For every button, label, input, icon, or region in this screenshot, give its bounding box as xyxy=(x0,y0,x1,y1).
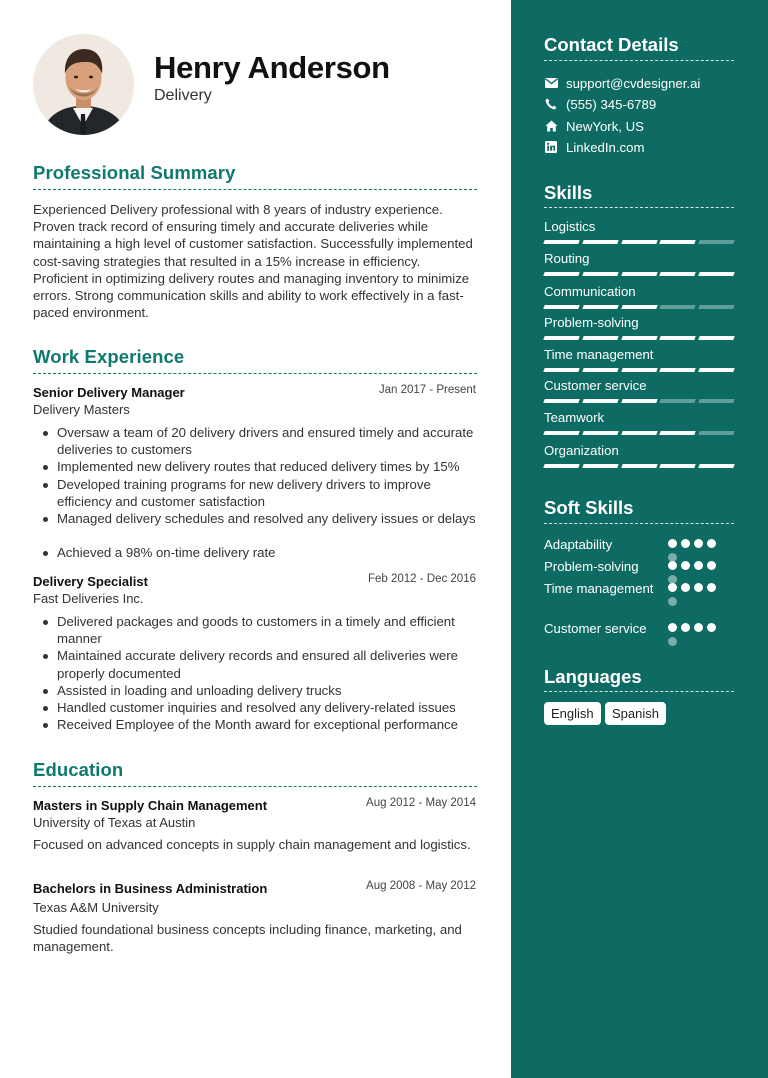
degree-title: Masters in Supply Chain Management xyxy=(33,798,268,813)
skill-level-segment xyxy=(582,464,618,468)
list-item: Maintained accurate delivery records and ensured all deliveries were properly documented xyxy=(33,647,477,681)
soft-skill-name: Time management xyxy=(544,581,654,596)
skill-name: Problem-solving xyxy=(544,315,639,330)
skill-level-segment xyxy=(543,464,579,468)
skill-level-bar xyxy=(544,336,734,340)
school-name: University of Texas at Austin xyxy=(33,815,196,830)
skill-level-segment xyxy=(621,336,657,340)
rating-dot xyxy=(681,539,690,548)
list-item: Implemented new delivery routes that reduced delivery times by 15% xyxy=(33,458,477,475)
rating-dot xyxy=(694,539,703,548)
soft-skills-divider xyxy=(544,523,734,524)
skill-level-bar xyxy=(544,305,734,309)
skill-level-segment xyxy=(698,399,734,403)
skill-level-segment xyxy=(660,431,696,435)
skill-level-segment xyxy=(582,240,618,244)
skill-level-segment xyxy=(621,305,657,309)
soft-skill-name: Problem-solving xyxy=(544,559,639,574)
list-item: Developed training programs for new delivery drivers to improve efficiency and customer satisfaction xyxy=(33,476,477,510)
skill-level-segment xyxy=(543,399,579,403)
skill-level-segment xyxy=(543,368,579,372)
skill-level-segment xyxy=(698,464,734,468)
job-title: Delivery Specialist xyxy=(33,574,148,589)
home-icon xyxy=(544,119,558,133)
skill-level-segment xyxy=(582,336,618,340)
rating-dot xyxy=(668,583,677,592)
job-title: Senior Delivery Manager xyxy=(33,385,185,400)
degree-title: Bachelors in Business Administration xyxy=(33,881,268,896)
skill-level-segment xyxy=(698,336,734,340)
skill-name: Logistics xyxy=(544,219,596,234)
skill-level-segment xyxy=(543,272,579,276)
skill-level-segment xyxy=(660,336,696,340)
job-dates: Feb 2012 - Dec 2016 xyxy=(367,573,476,585)
skill-name: Customer service xyxy=(544,378,647,393)
job-dates: Jan 2017 - Present xyxy=(378,384,476,396)
degree-description: Studied foundational business concepts including finance, marketing, and management. xyxy=(33,922,462,955)
linkedin-text: LinkedIn.com xyxy=(566,139,645,155)
phone-icon xyxy=(544,97,558,111)
job-company: Delivery Masters xyxy=(33,402,130,417)
job-bullets xyxy=(33,424,477,561)
list-item: Achieved a 98% on-time delivery rate xyxy=(33,544,477,561)
education-heading: Education xyxy=(33,759,124,780)
skill-level-segment xyxy=(698,272,734,276)
skill-level-segment xyxy=(698,368,734,372)
rating-dot xyxy=(668,539,677,548)
skill-level-bar xyxy=(544,464,734,468)
summary-divider xyxy=(33,189,477,190)
skill-level-segment xyxy=(582,272,618,276)
skill-level-segment xyxy=(543,240,579,244)
list-item: Managed delivery schedules and resolved any delivery issues or delays xyxy=(33,510,477,527)
skill-name: Organization xyxy=(544,443,619,458)
skill-level-segment xyxy=(660,368,696,372)
skill-level-segment xyxy=(698,431,734,435)
rating-dot xyxy=(668,597,677,606)
skill-level-segment xyxy=(660,240,696,244)
education-divider xyxy=(33,786,477,787)
rating-dot xyxy=(707,561,716,570)
rating-dot xyxy=(668,623,677,632)
rating-dot xyxy=(707,539,716,548)
skill-name: Teamwork xyxy=(544,410,605,425)
soft-skill-name: Customer service xyxy=(544,621,647,636)
email-text: support@cvdesigner.ai xyxy=(566,75,701,91)
skill-name: Time management xyxy=(544,347,654,362)
rating-dot xyxy=(694,583,703,592)
rating-dot xyxy=(694,561,703,570)
skill-level-segment xyxy=(621,464,657,468)
skills-heading: Skills xyxy=(544,182,593,203)
rating-dot xyxy=(707,583,716,592)
contact-linkedin[interactable] xyxy=(544,138,744,156)
skill-level-bar xyxy=(544,368,734,372)
skill-level-segment xyxy=(621,240,657,244)
experience-heading: Work Experience xyxy=(33,346,185,367)
location-text: NewYork, US xyxy=(566,118,644,134)
job-company: Fast Deliveries Inc. xyxy=(33,591,144,606)
rating-dot xyxy=(707,623,716,632)
avatar xyxy=(33,34,134,135)
linkedin-icon xyxy=(544,140,558,154)
languages-divider xyxy=(544,691,734,692)
list-item: Received Employee of the Month award for exceptional performance xyxy=(33,716,477,733)
contact-location xyxy=(544,117,744,135)
sidebar xyxy=(511,0,768,1078)
languages-heading: Languages xyxy=(544,666,642,687)
contact-divider xyxy=(544,60,734,61)
skill-level-segment xyxy=(660,399,696,403)
skill-level-segment xyxy=(660,464,696,468)
summary-text: Experienced Delivery professional with 8 years of industry experience. Proven track record of ensuring timely and accurate deliveries while maintaining a high level of customer satisfaction. Successfully implemented cost-saving strategies that resulted in a 15% increase in efficiency. Proficient in optimizing delivery routes and managing inventory to minimize errors. Strong communication skills and ability to work effectively in a fast-paced environment. xyxy=(33,202,473,321)
skill-level-segment xyxy=(621,272,657,276)
skill-level-segment xyxy=(582,431,618,435)
skill-level-segment xyxy=(543,305,579,309)
contact-heading: Contact Details xyxy=(544,34,679,55)
skill-level-bar xyxy=(544,399,734,403)
degree-dates: Aug 2008 - May 2012 xyxy=(366,880,476,892)
list-item: Delivered packages and goods to customers in a timely and efficient manner xyxy=(33,613,477,647)
list-item: Assisted in loading and unloading delivery trucks xyxy=(33,682,477,699)
soft-skill-rating xyxy=(668,583,728,613)
skill-level-segment xyxy=(660,272,696,276)
skills-divider xyxy=(544,207,734,208)
rating-dot xyxy=(668,637,677,646)
skill-level-segment xyxy=(698,305,734,309)
rating-dot xyxy=(681,583,690,592)
language-badge: Spanish xyxy=(605,702,666,725)
rating-dot xyxy=(694,623,703,632)
skill-level-segment xyxy=(621,431,657,435)
rating-dot xyxy=(668,561,677,570)
skill-level-bar xyxy=(544,431,734,435)
summary-heading: Professional Summary xyxy=(33,162,236,183)
candidate-name: Henry Anderson xyxy=(154,50,390,85)
skill-level-bar xyxy=(544,240,734,244)
contact-email[interactable] xyxy=(544,74,744,92)
school-name: Texas A&M University xyxy=(33,900,159,915)
skill-level-bar xyxy=(544,272,734,276)
list-item: Oversaw a team of 20 delivery drivers and ensured timely and accurate deliveries to customers xyxy=(33,424,477,458)
skill-name: Communication xyxy=(544,284,636,299)
skill-level-segment xyxy=(660,305,696,309)
skill-level-segment xyxy=(698,240,734,244)
skill-level-segment xyxy=(621,399,657,403)
candidate-role: Delivery xyxy=(154,87,212,104)
degree-dates: Aug 2012 - May 2014 xyxy=(366,797,476,809)
skill-level-segment xyxy=(621,368,657,372)
soft-skill-rating xyxy=(668,623,728,653)
degree-description: Focused on advanced concepts in supply chain management and logistics. xyxy=(33,837,471,852)
skill-level-segment xyxy=(582,368,618,372)
phone-text: (555) 345-6789 xyxy=(566,96,657,112)
skill-name: Routing xyxy=(544,251,590,266)
language-badge: English xyxy=(544,702,601,725)
list-item: Handled customer inquiries and resolved any delivery-related issues xyxy=(33,699,477,716)
experience-divider xyxy=(33,373,477,374)
soft-skill-name: Adaptability xyxy=(544,537,613,552)
skill-level-segment xyxy=(582,305,618,309)
envelope-icon xyxy=(544,76,558,90)
contact-phone[interactable] xyxy=(544,95,744,113)
skill-level-segment xyxy=(582,399,618,403)
soft-skills-heading: Soft Skills xyxy=(544,497,634,518)
job-bullets xyxy=(33,613,477,733)
rating-dot xyxy=(681,623,690,632)
skill-level-segment xyxy=(543,336,579,340)
skill-level-segment xyxy=(543,431,579,435)
rating-dot xyxy=(681,561,690,570)
